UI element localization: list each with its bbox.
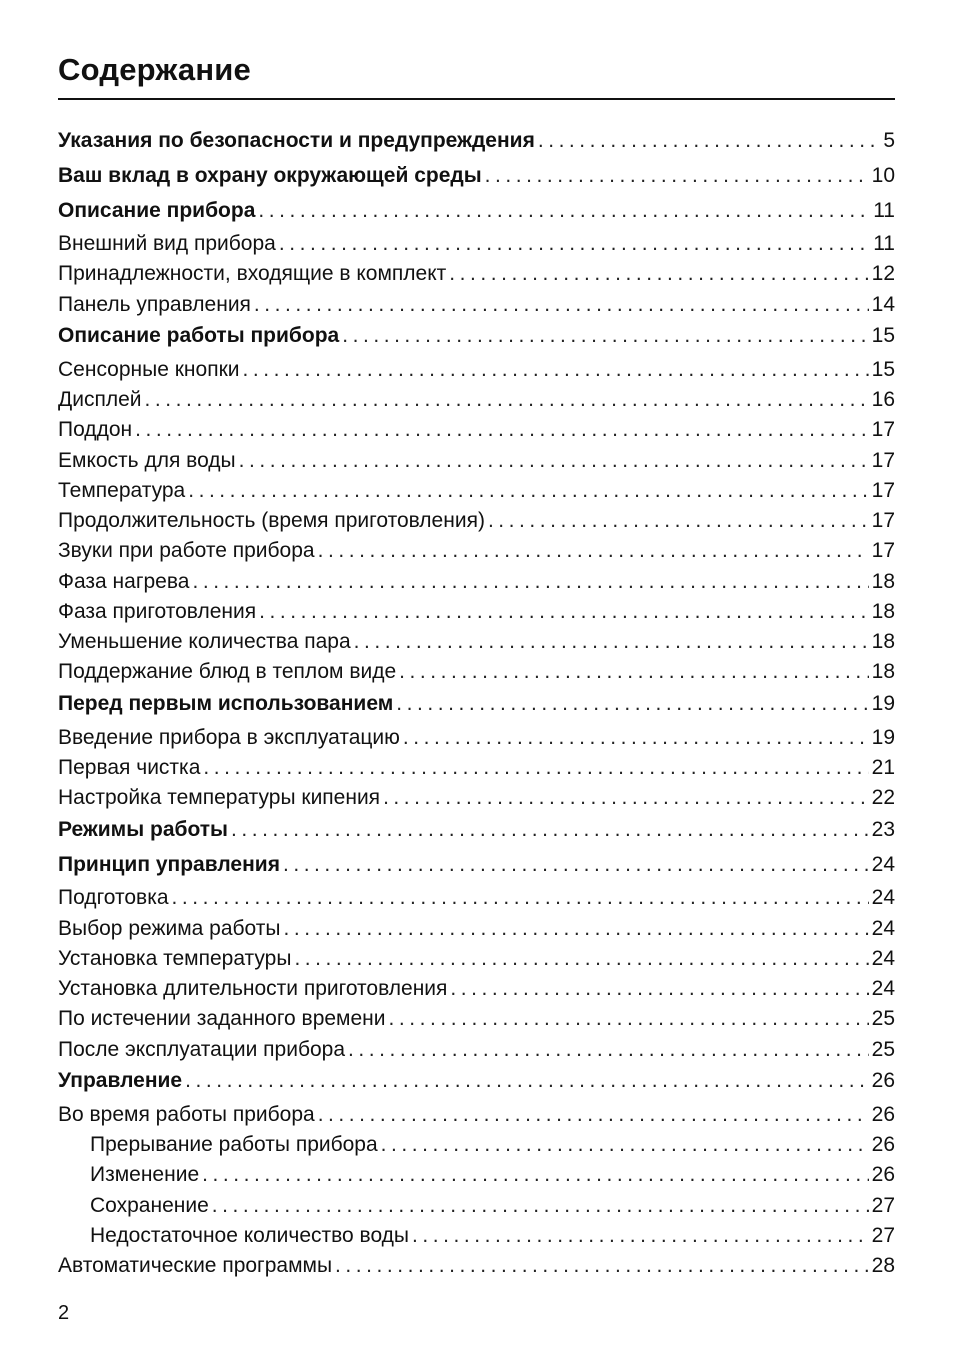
toc-entry-page: 19 xyxy=(871,692,895,715)
toc-entry[interactable] xyxy=(58,355,895,385)
toc-dot-leader xyxy=(135,415,869,445)
toc-entry[interactable] xyxy=(58,974,895,1004)
toc-entry-title: Режимы работы xyxy=(58,817,228,841)
toc-entry-page: 24 xyxy=(871,852,895,876)
toc-entry-page: 21 xyxy=(871,755,895,779)
toc-entry[interactable] xyxy=(58,229,895,259)
toc-entry-title: Введение прибора в эксплуатацию xyxy=(58,725,400,749)
toc-entry-page: 5 xyxy=(883,128,895,152)
toc-dot-leader xyxy=(335,1251,869,1281)
toc-entry-page: 27 xyxy=(871,1193,895,1217)
toc-entry[interactable] xyxy=(58,723,895,753)
toc-dot-leader xyxy=(348,1035,869,1065)
toc-entry[interactable] xyxy=(58,385,895,415)
toc-entry[interactable] xyxy=(58,1251,895,1281)
toc-entry-page: 17 xyxy=(871,509,895,532)
toc-dot-leader xyxy=(202,1160,869,1190)
toc-entry-title: Выбор режима работы xyxy=(58,916,281,940)
toc-dot-leader xyxy=(318,536,869,566)
toc-dot-leader xyxy=(354,627,869,657)
toc-entry-title: Перед первым использованием xyxy=(58,692,394,715)
toc-entry-title: Сохранение xyxy=(90,1193,209,1217)
toc-entry-page: 17 xyxy=(871,448,895,472)
toc-entry-title: Поддон xyxy=(58,418,133,442)
toc-entry-page: 26 xyxy=(871,1069,895,1093)
toc-dot-leader xyxy=(231,815,869,845)
toc-entry-title: Недостаточное количество воды xyxy=(90,1223,410,1247)
toc-entry-page: 22 xyxy=(871,786,895,809)
toc-dot-leader xyxy=(212,1191,869,1221)
toc-entry-title: Автоматические программы xyxy=(58,1254,333,1277)
toc-dot-leader xyxy=(399,657,868,687)
toc-entry[interactable] xyxy=(58,783,895,813)
toc-entry[interactable] xyxy=(58,124,895,159)
toc-entry-title: Продолжительность (время приготовления) xyxy=(58,509,485,532)
toc-dot-leader xyxy=(403,723,869,753)
toc-dot-leader xyxy=(450,974,868,1004)
toc-entry[interactable] xyxy=(58,1004,895,1034)
toc-entry-title: Емкость для воды xyxy=(58,448,236,472)
toc-entry-page: 26 xyxy=(871,1102,895,1126)
toc-entry-page: 24 xyxy=(871,977,895,1000)
toc-entry-page: 25 xyxy=(871,1037,895,1061)
toc-dot-leader xyxy=(283,850,869,880)
toc-dot-leader xyxy=(239,446,869,476)
toc-entry[interactable] xyxy=(58,536,895,566)
toc-dot-leader xyxy=(145,385,869,415)
toc-entry-title: Ваш вклад в охрану окружающей среды xyxy=(58,163,482,187)
toc-entry-title: Подготовка xyxy=(58,886,169,910)
toc-entry[interactable] xyxy=(58,1191,895,1221)
toc-entry-title: Принадлежности, входящие в комплект xyxy=(58,262,447,286)
toc-entry-page: 17 xyxy=(871,418,895,442)
toc-dot-leader xyxy=(254,290,869,320)
toc-entry-page: 14 xyxy=(871,292,895,316)
toc-dot-leader xyxy=(243,355,869,385)
toc-dot-leader xyxy=(318,1100,869,1130)
toc-entry-page: 17 xyxy=(871,539,895,563)
toc-entry[interactable] xyxy=(58,627,895,657)
toc-dot-leader xyxy=(485,161,869,191)
toc-entry-page: 10 xyxy=(871,163,895,187)
toc-entry-title: Уменьшение количества пара xyxy=(58,630,351,653)
toc-entry[interactable] xyxy=(58,446,895,476)
toc-entry-page: 18 xyxy=(871,569,895,593)
toc-entry-page: 24 xyxy=(871,916,895,940)
toc-dot-leader xyxy=(185,1066,869,1096)
table-of-contents xyxy=(58,124,895,1281)
toc-entry-page: 19 xyxy=(871,725,895,749)
toc-dot-leader xyxy=(172,883,869,913)
toc-entry[interactable] xyxy=(58,567,895,597)
toc-entry[interactable] xyxy=(58,688,895,723)
toc-entry-page: 11 xyxy=(873,232,895,255)
toc-entry-page: 15 xyxy=(871,324,895,348)
toc-entry-title: Во время работы прибора xyxy=(58,1102,315,1126)
toc-entry[interactable] xyxy=(58,1160,895,1190)
toc-entry-title: Установка длительности приготовления xyxy=(58,977,448,1000)
toc-dot-leader xyxy=(259,597,869,627)
toc-entry-title: Поддержание блюд в теплом виде xyxy=(58,660,397,684)
toc-entry-page: 11 xyxy=(873,198,895,222)
toc-entry[interactable] xyxy=(58,159,895,194)
toc-entry-title: Управление xyxy=(58,1069,183,1093)
toc-dot-leader xyxy=(538,126,880,156)
toc-entry-page: 15 xyxy=(871,357,895,381)
toc-entry-title: Внешний вид прибора xyxy=(58,232,276,255)
toc-entry-page: 17 xyxy=(871,478,895,502)
toc-entry[interactable] xyxy=(58,914,895,944)
toc-entry-title: Установка температуры xyxy=(58,946,292,970)
toc-entry-title: Изменение xyxy=(90,1163,200,1187)
toc-entry-page: 23 xyxy=(871,817,895,841)
toc-entry-page: 18 xyxy=(871,660,895,684)
toc-entry-page: 18 xyxy=(871,599,895,623)
toc-entry-title: По истечении заданного времени xyxy=(58,1007,386,1031)
toc-entry-title: Принцип управления xyxy=(58,852,280,876)
toc-entry[interactable] xyxy=(58,320,895,355)
toc-entry[interactable] xyxy=(58,657,895,687)
toc-dot-leader xyxy=(383,783,869,813)
toc-entry[interactable] xyxy=(58,506,895,536)
toc-entry-title: Настройка температуры кипения xyxy=(58,786,381,809)
toc-entry-title: Описание прибора xyxy=(58,198,256,222)
toc-entry-page: 24 xyxy=(871,946,895,970)
toc-entry-title: Температура xyxy=(58,478,186,502)
toc-entry-page: 26 xyxy=(871,1163,895,1187)
toc-dot-leader xyxy=(488,506,869,536)
toc-entry-title: После эксплуатации прибора xyxy=(58,1037,346,1061)
toc-entry[interactable] xyxy=(58,194,895,229)
page-title: Содержание xyxy=(58,52,251,87)
toc-entry-page: 24 xyxy=(871,886,895,910)
toc-entry-title: Дисплей xyxy=(58,388,142,411)
toc-entry-title: Прерывание работы прибора xyxy=(90,1133,378,1156)
toc-entry[interactable] xyxy=(58,944,895,974)
toc-entry-title: Звуки при работе прибора xyxy=(58,539,315,563)
toc-dot-leader xyxy=(203,753,868,783)
title-divider xyxy=(58,98,895,100)
toc-entry-title: Описание работы прибора xyxy=(58,324,340,348)
toc-dot-leader xyxy=(381,1130,869,1160)
toc-entry-page: 12 xyxy=(871,262,895,286)
toc-entry[interactable] xyxy=(58,1035,895,1065)
toc-entry[interactable] xyxy=(58,597,895,627)
toc-entry[interactable] xyxy=(58,476,895,506)
toc-entry-page: 18 xyxy=(871,630,895,653)
toc-entry-title: Фаза приготовления xyxy=(58,599,257,623)
toc-entry-page: 28 xyxy=(871,1254,895,1277)
toc-entry-page: 27 xyxy=(871,1223,895,1247)
toc-entry[interactable] xyxy=(58,415,895,445)
toc-entry[interactable] xyxy=(58,1221,895,1251)
toc-dot-leader xyxy=(396,689,868,719)
toc-entry-title: Первая чистка xyxy=(58,755,201,779)
toc-entry-title: Указания по безопасности и предупреждения xyxy=(58,128,535,152)
toc-entry[interactable] xyxy=(58,883,895,913)
toc-entry-page: 16 xyxy=(871,388,895,411)
toc-entry[interactable] xyxy=(58,1130,895,1160)
page-number: 2 xyxy=(58,1302,70,1324)
toc-entry-page: 26 xyxy=(871,1133,895,1156)
toc-entry[interactable] xyxy=(58,848,895,883)
toc-dot-leader xyxy=(192,567,868,597)
toc-dot-leader xyxy=(412,1221,869,1251)
toc-dot-leader xyxy=(342,321,868,351)
toc-entry-title: Панель управления xyxy=(58,292,251,316)
toc-entry-title: Сенсорные кнопки xyxy=(58,357,240,381)
toc-entry-title: Фаза нагрева xyxy=(58,569,190,593)
toc-entry[interactable] xyxy=(58,1065,895,1100)
toc-dot-leader xyxy=(258,196,870,226)
toc-dot-leader xyxy=(449,259,868,289)
toc-entry[interactable] xyxy=(58,290,895,320)
toc-dot-leader xyxy=(284,914,869,944)
toc-entry[interactable] xyxy=(58,813,895,848)
toc-dot-leader xyxy=(389,1004,869,1034)
toc-entry-page: 25 xyxy=(871,1007,895,1031)
toc-dot-leader xyxy=(188,476,868,506)
toc-entry[interactable] xyxy=(58,753,895,783)
toc-entry[interactable] xyxy=(58,1100,895,1130)
toc-dot-leader xyxy=(279,229,870,259)
toc-entry[interactable] xyxy=(58,259,895,289)
toc-dot-leader xyxy=(294,944,868,974)
